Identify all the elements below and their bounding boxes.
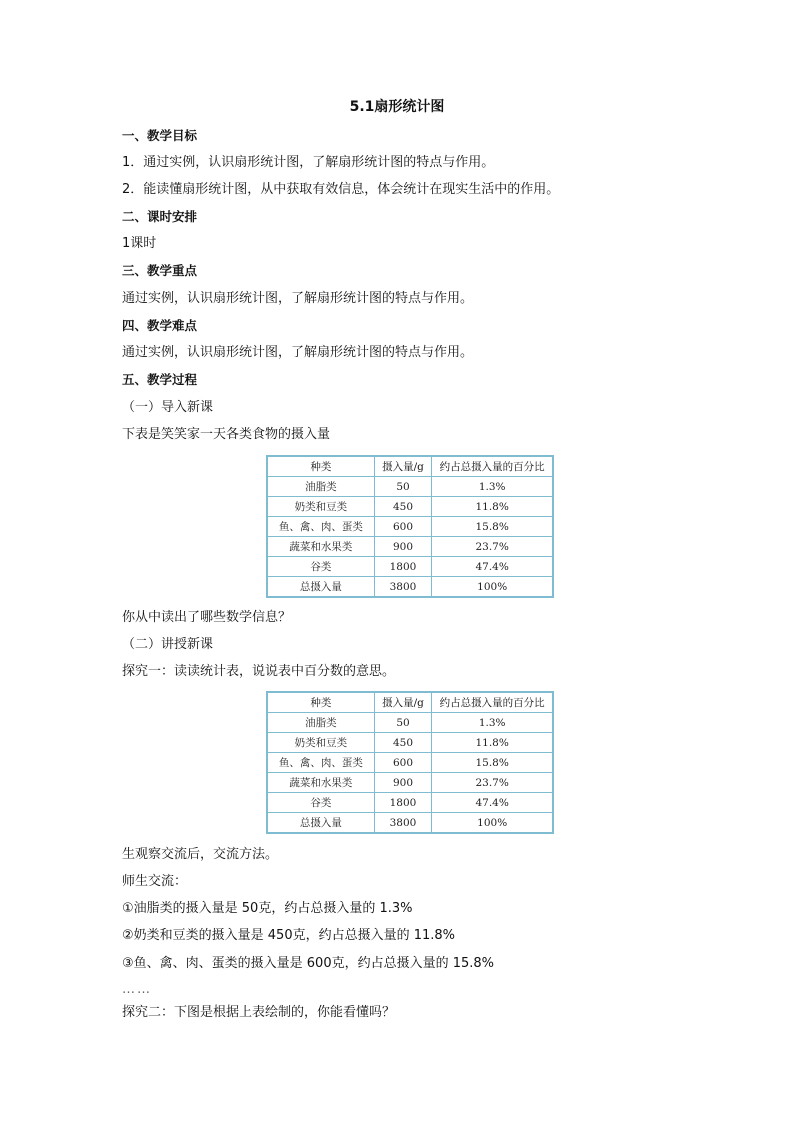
table-row <box>267 753 553 773</box>
table-row <box>267 537 553 557</box>
heading-key-points: 三、教学重点 <box>122 263 198 278</box>
cell-amount: 450 <box>374 733 432 753</box>
cell-amount: 900 <box>374 537 432 557</box>
cell-amount: 450 <box>374 497 432 517</box>
table-row <box>267 773 553 793</box>
cell-amount: 50 <box>374 713 432 733</box>
cell-percent: 23.7% <box>432 773 553 793</box>
cell-percent: 15.8% <box>432 753 553 773</box>
cell-category: 总摄入量 <box>267 577 374 598</box>
cell-amount: 3800 <box>374 813 432 834</box>
explore-2-text: 探究二：下图是根据上表绘制的，你能看懂吗？ <box>122 1005 396 1020</box>
cell-percent: 23.7% <box>432 537 553 557</box>
cell-percent: 11.8% <box>432 497 553 517</box>
intro-text: 下表是笑笑家一天各类食物的摄入量 <box>122 427 331 442</box>
difficulties-text: 通过实例，认识扇形统计图，了解扇形统计图的特点与作用。 <box>122 345 474 360</box>
heading-teaching-goals: 一、教学目标 <box>122 128 198 143</box>
discuss-label: 师生交流： <box>122 874 188 889</box>
cell-percent: 11.8% <box>432 733 553 753</box>
document-title: 5.1扇形统计图 <box>349 99 445 115</box>
cell-category: 鱼、禽、肉、蛋类 <box>267 753 374 773</box>
cell-category: 奶类和豆类 <box>267 733 374 753</box>
cell-amount: 1800 <box>374 557 432 577</box>
cell-category: 谷类 <box>267 793 374 813</box>
food-intake-table-1 <box>266 455 554 598</box>
heading-schedule: 二、课时安排 <box>122 209 198 224</box>
key-points-text: 通过实例，认识扇形统计图，了解扇形统计图的特点与作用。 <box>122 291 474 306</box>
goal-item-1: 1．通过实例，认识扇形统计图，了解扇形统计图的特点与作用。 <box>122 155 495 170</box>
cell-amount: 3800 <box>374 577 432 598</box>
schedule-text: 1课时 <box>122 236 157 251</box>
cell-percent: 100% <box>432 813 553 834</box>
header-amount: 摄入量/g <box>374 692 432 713</box>
ellipsis: …… <box>122 982 152 997</box>
explore-1-text: 探究一：读读统计表，说说表中百分数的意思。 <box>122 664 396 679</box>
cell-amount: 600 <box>374 753 432 773</box>
table-row <box>267 557 553 577</box>
table-row <box>267 713 553 733</box>
cell-percent: 1.3% <box>432 713 553 733</box>
table-row <box>267 497 553 517</box>
cell-category: 油脂类 <box>267 477 374 497</box>
part-1-label: （一）导入新课 <box>122 400 214 415</box>
part-2-label: （二）讲授新课 <box>122 637 214 652</box>
table-row <box>267 733 553 753</box>
note-1: ①油脂类的摄入量是 50克，约占总摄入量的 1.3% <box>122 901 413 916</box>
cell-amount: 600 <box>374 517 432 537</box>
cell-category: 谷类 <box>267 557 374 577</box>
cell-amount: 1800 <box>374 793 432 813</box>
table-header-row <box>267 692 553 713</box>
cell-category: 油脂类 <box>267 713 374 733</box>
cell-category: 鱼、禽、肉、蛋类 <box>267 517 374 537</box>
note-2: ②奶类和豆类的摄入量是 450克，约占总摄入量的 11.8% <box>122 928 456 943</box>
cell-percent: 100% <box>432 577 553 598</box>
cell-percent: 15.8% <box>432 517 553 537</box>
cell-percent: 47.4% <box>432 793 553 813</box>
table-row <box>267 793 553 813</box>
cell-amount: 900 <box>374 773 432 793</box>
table-header-row <box>267 456 553 477</box>
food-intake-table-2 <box>266 691 554 834</box>
header-percent: 约占总摄入量的百分比 <box>432 456 553 477</box>
cell-category: 总摄入量 <box>267 813 374 834</box>
cell-category: 蔬菜和水果类 <box>267 537 374 557</box>
header-category: 种类 <box>267 456 374 477</box>
header-category: 种类 <box>267 692 374 713</box>
table-row <box>267 517 553 537</box>
table-row <box>267 813 553 834</box>
note-3: ③鱼、禽、肉、蛋类的摄入量是 600克，约占总摄入量的 15.8% <box>122 956 495 971</box>
table-row <box>267 477 553 497</box>
header-percent: 约占总摄入量的百分比 <box>432 692 553 713</box>
cell-percent: 1.3% <box>432 477 553 497</box>
cell-amount: 50 <box>374 477 432 497</box>
cell-category: 奶类和豆类 <box>267 497 374 517</box>
cell-percent: 47.4% <box>432 557 553 577</box>
question-text: 你从中读出了哪些数学信息？ <box>122 610 292 625</box>
table-row <box>267 577 553 598</box>
cell-category: 蔬菜和水果类 <box>267 773 374 793</box>
header-amount: 摄入量/g <box>374 456 432 477</box>
observe-text: 生观察交流后，交流方法。 <box>122 847 279 862</box>
goal-item-2: 2．能读懂扇形统计图，从中获取有效信息，体会统计在现实生活中的作用。 <box>122 182 560 197</box>
heading-difficulties: 四、教学难点 <box>122 318 198 333</box>
heading-process: 五、教学过程 <box>122 372 198 387</box>
